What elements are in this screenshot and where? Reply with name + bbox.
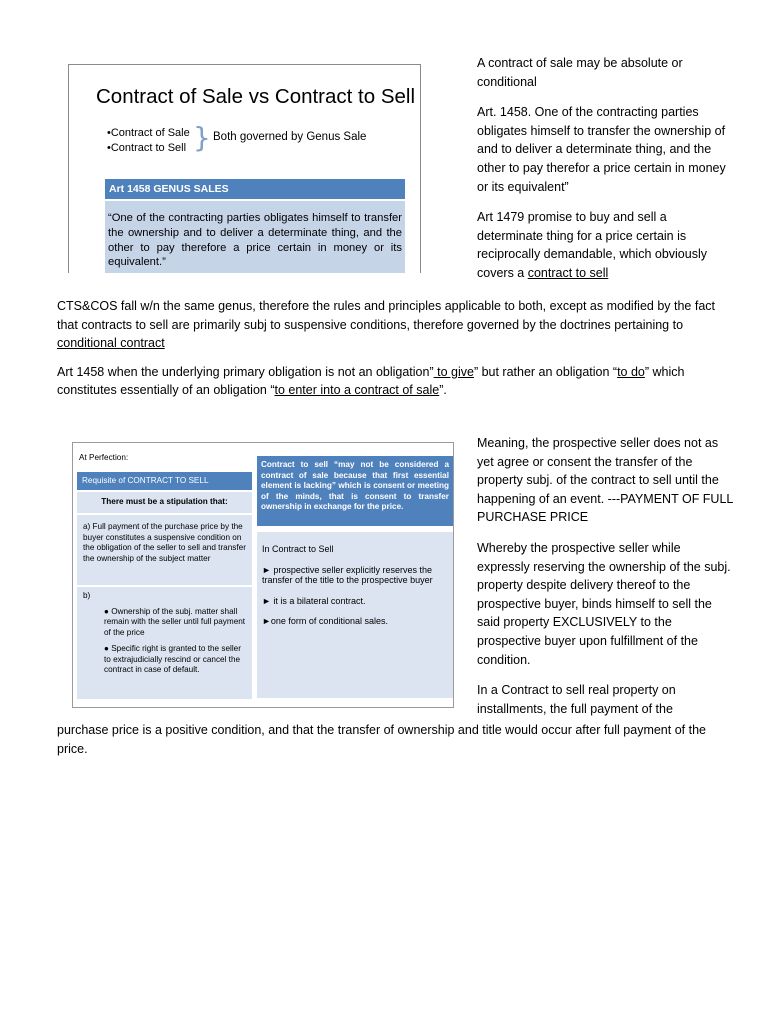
right-column-text-1 (477, 54, 735, 295)
slide-box-heading: Art 1458 GENUS SALES (105, 179, 405, 199)
requisite-a: a) Full payment of the purchase price by the buyer constitutes a suspensive condition on the obligation of the seller to sell and transfer the ownership of the subject matter (77, 515, 252, 585)
paragraph: Art 1479 promise to buy and sell a determinate thing for a price certain is reciprocally demandable, which obviously covers a contract to sell (477, 210, 707, 280)
underlined-term: to give (433, 364, 474, 379)
requisite-b (77, 587, 252, 699)
slide-title: Contract of Sale vs Contract to Sell (96, 85, 416, 108)
paragraph: CTS&COS fall w/n the same genus, therefore the rules and principles applicable to both, except as modified by the fact that contracts to sell are primarily subj to suspensive conditions, therefore governed by the doctrines pertaining to conditional contract (57, 299, 715, 351)
bottom-text: purchase price is a positive condition, and that the transfer of ownership and title would occur after full payment of the price. (57, 723, 706, 756)
stipulation-heading: There must be a stipulation that: (77, 492, 252, 513)
bullet-contract-to-sell: •Contract to Sell (107, 142, 187, 154)
requisite-b-list (104, 607, 246, 676)
brace-icon: } (193, 121, 211, 154)
paragraph: Whereby the prospective seller while expressly reserving the ownership of the subj. property despite delivery thereof to the prospective buyer, binds himself to sell the said property EXCLUSIVELY to the prospective buyer upon fulfillment of the condition. (477, 540, 731, 667)
list-item: ● Specific right is granted to the seller to extrajudicially rescind or cancel the contract in case of default. (104, 644, 241, 674)
underlined-term: to enter into a contract of sale (274, 383, 440, 398)
requisite-heading: Requisite of CONTRACT TO SELL (77, 472, 252, 490)
list-item: ● Ownership of the subj. matter shall remain with the seller until full payment of the price (104, 606, 246, 637)
paragraph-line: In a Contract to sell real property on (477, 683, 676, 698)
contract-to-sell-points (257, 532, 453, 698)
list-item: ► it is a bilateral contract. (262, 595, 366, 606)
requisite-b-label: b) (83, 591, 91, 600)
paragraph: Meaning, the prospective seller does not as yet agree or consent the transfer of the property subj. of the contract to sell until the happening of an event. ---PAYMENT OF FULL PURCHASE PRICE (477, 436, 733, 525)
paragraph: A contract of sale may be absolute or conditional (477, 56, 683, 89)
brace-note: Both governed by Genus Sale (213, 131, 367, 143)
middle-text (57, 297, 729, 412)
underlined-term: conditional contract (57, 336, 165, 351)
paragraph-line: installments, the full payment of the (477, 701, 673, 716)
list-item: ►one form of conditional sales. (262, 616, 388, 626)
paragraph: Art. 1458. One of the contracting parties obligates himself to transfer the ownership of and to deliver a determinate thing, and the other to pay therefor a price certain in money or its equivalent” (477, 105, 726, 194)
slide-image-contract-to-sell (72, 442, 454, 708)
at-perfection-label: At Perfection: (79, 453, 129, 462)
paragraph: Art 1458 when the underlying primary obligation is not an obligation” to give” but rather an obligation “to do” which constitutes essentially of an obligation “to enter into a contract of sale”. (57, 364, 685, 398)
underlined-term: contract to sell (527, 265, 609, 280)
points-title: In Contract to Sell (262, 544, 334, 554)
slide-box-quote: “One of the contracting parties obligates himself to transfer the ownership and to deliver a determinate thing, and the other to pay therefore a price certain in money or its equivalent.” (105, 201, 405, 273)
underlined-term: to do (617, 364, 645, 379)
list-item: ► prospective seller explicitly reserves the transfer of the title to the prospective buyer (262, 564, 433, 585)
slide-image-contract-comparison (68, 64, 421, 273)
bullet-contract-of-sale: •Contract of Sale (107, 127, 190, 139)
contract-to-sell-definition: Contract to sell “may not be considered a contract of sale because that first essential element is lacking” which is consent or meeting of the minds, that is consent to transfer ownership in exchange for the price. (257, 456, 453, 526)
slide-bullets (107, 126, 190, 156)
right-column-text-2 (477, 434, 735, 718)
